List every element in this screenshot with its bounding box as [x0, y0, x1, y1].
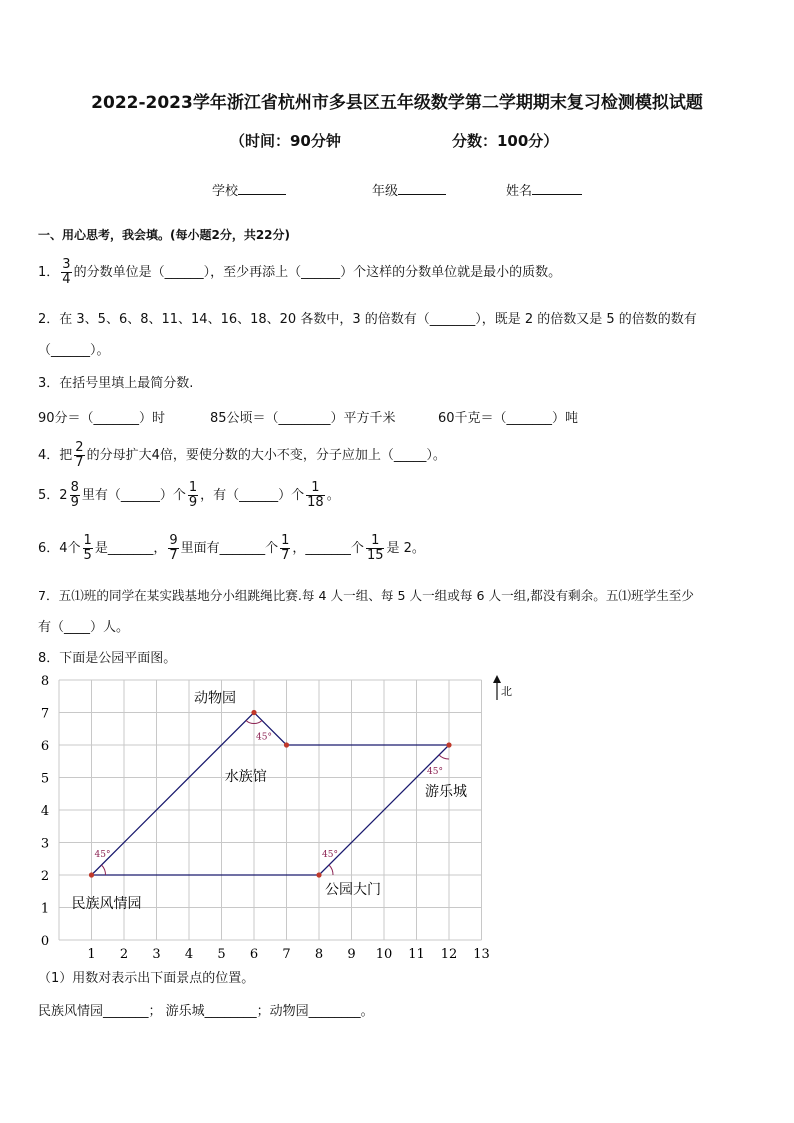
place-label: 民族风情园	[71, 896, 142, 912]
q1-number: 1．	[38, 265, 60, 280]
question-3c: 60千克＝（_______）吨	[438, 411, 579, 426]
grade-blank[interactable]	[398, 181, 446, 195]
x-tick-label: 10	[375, 947, 393, 962]
question-6	[38, 534, 425, 563]
q4-fraction: $\frac{2}{7}$	[75, 440, 84, 470]
q5-whole: 2	[59, 488, 68, 503]
q6-fraction-3: $\frac{1}{7}$	[281, 533, 290, 563]
question-4	[38, 441, 446, 470]
q5-fraction-3: $\frac{1}{18}$	[307, 480, 324, 510]
exam-time: （时间：90分钟	[230, 132, 341, 150]
y-tick-label: 8	[40, 674, 50, 689]
place-label: 动物园	[194, 690, 236, 707]
x-tick-label: 7	[282, 947, 291, 962]
question-8-answer: 民族风情园_______； 游乐城________；动物园________。	[38, 1004, 374, 1019]
y-tick-label: 4	[40, 804, 50, 819]
question-2-line2: （______）。	[38, 343, 110, 358]
y-tick-label: 1	[40, 901, 50, 917]
question-3: 3．在括号里填上最简分数.	[38, 376, 194, 391]
q5-text-2: ，有（______）个	[200, 488, 305, 503]
grade-label: 年级	[372, 184, 399, 199]
angle-label: 45°	[256, 732, 272, 743]
question-1	[38, 258, 561, 287]
x-tick-label: 9	[347, 947, 356, 962]
school-label: 学校	[212, 184, 239, 199]
q5-fraction-2: $\frac{1}{9}$	[188, 480, 198, 510]
x-tick-label: 13	[473, 947, 490, 962]
q6-text-1: 是_______，	[94, 541, 167, 556]
aquarium-label: 水族馆	[224, 768, 267, 785]
x-tick-label: 6	[249, 947, 259, 962]
q4-text: 的分母扩大4倍，要使分数的大小不变，分子应加上（_____）。	[86, 448, 446, 463]
question-3a: 90分＝（_______）时	[38, 411, 166, 426]
x-tick-label: 11	[408, 947, 425, 962]
angle-label: 45°	[427, 767, 443, 777]
y-tick-label: 3	[40, 836, 50, 852]
angle-arc	[102, 865, 106, 875]
map-point	[89, 872, 94, 877]
angle-arc	[329, 865, 333, 875]
q6-fraction-1: $\frac{1}{5}$	[83, 533, 92, 563]
q6-fraction-4: $\frac{1}{15}$	[366, 533, 384, 563]
x-tick-label: 5	[217, 947, 226, 962]
name-field	[506, 180, 582, 199]
q6-number: 6．4个	[38, 541, 81, 556]
question-8: 8．下面是公园平面图。	[38, 651, 177, 666]
page-title: 2022-2023学年浙江省杭州市多县区五年级数学第二学期期末复习检测模拟试题	[91, 93, 703, 113]
map-point	[284, 742, 289, 747]
name-label: 姓名	[506, 184, 533, 199]
x-tick-label: 2	[119, 947, 129, 962]
q5-fraction-1: $\frac{8}{9}$	[70, 480, 79, 510]
y-tick-label: 2	[40, 869, 50, 884]
q6-text-3: ，_______个	[292, 541, 364, 556]
school-blank[interactable]	[238, 181, 286, 195]
q5-text-1: 里有（______）个	[81, 488, 186, 503]
north-label: 北	[501, 685, 512, 698]
angle-arc	[439, 755, 449, 759]
place-label: 游乐城	[425, 784, 467, 800]
question-7-line1: 7．五⑴班的同学在某实践基地分小组跳绳比赛.每 4 人一组、每 5 人一组或每 6 人一组,都没有剩余。五⑴班学生至少	[38, 588, 694, 603]
y-tick-label: 0	[40, 934, 50, 949]
question-2-line1: 2．在 3、5、6、8、11、14、16、18、20 各数中，3 的倍数有（_______），既是 2 的倍数又是 5 的倍数的数有	[38, 312, 697, 327]
y-tick-label: 6	[40, 739, 50, 754]
x-tick-label: 4	[184, 947, 194, 962]
name-blank[interactable]	[532, 181, 582, 195]
x-tick-label: 8	[314, 947, 324, 962]
park-map-chart	[30, 670, 530, 965]
x-tick-label: 1	[87, 947, 96, 962]
map-point	[446, 742, 451, 747]
question-8-sub1: （1）用数对表示出下面景点的位置。	[38, 971, 255, 986]
north-arrowhead-icon	[493, 675, 501, 683]
section-heading: 一、用心思考，我会填。(每小题2分，共22分)	[38, 228, 291, 242]
q1-fraction: $\frac{3}{4}$	[62, 257, 71, 287]
grade-field	[372, 180, 446, 199]
q6-text-4: 是 2。	[386, 541, 425, 556]
place-label: 公园大门	[325, 882, 381, 898]
map-point	[251, 710, 256, 715]
angle-label: 45°	[322, 850, 338, 860]
y-tick-label: 5	[40, 771, 50, 787]
question-3b: 85公顷＝（________）平方千米	[210, 411, 396, 426]
question-7-line2: 有（____）人。	[38, 620, 130, 635]
q6-fraction-2: $\frac{9}{7}$	[169, 533, 178, 563]
x-tick-label: 12	[440, 947, 458, 962]
q6-text-2: 里面有_______个	[180, 541, 279, 556]
question-5	[38, 481, 340, 510]
q4-number: 4．把	[38, 448, 73, 463]
school-field	[212, 180, 286, 199]
x-tick-label: 3	[152, 947, 161, 962]
q1-text: 的分数单位是（______），至少再添上（______）个这样的分数单位就是最小的质数。	[73, 265, 562, 280]
q5-text-3: 。	[326, 488, 340, 503]
q5-number: 5．	[38, 488, 60, 503]
angle-label: 45°	[94, 850, 111, 860]
exam-score: 分数：100分）	[452, 132, 559, 150]
map-point	[316, 872, 321, 877]
y-tick-label: 7	[40, 706, 50, 722]
